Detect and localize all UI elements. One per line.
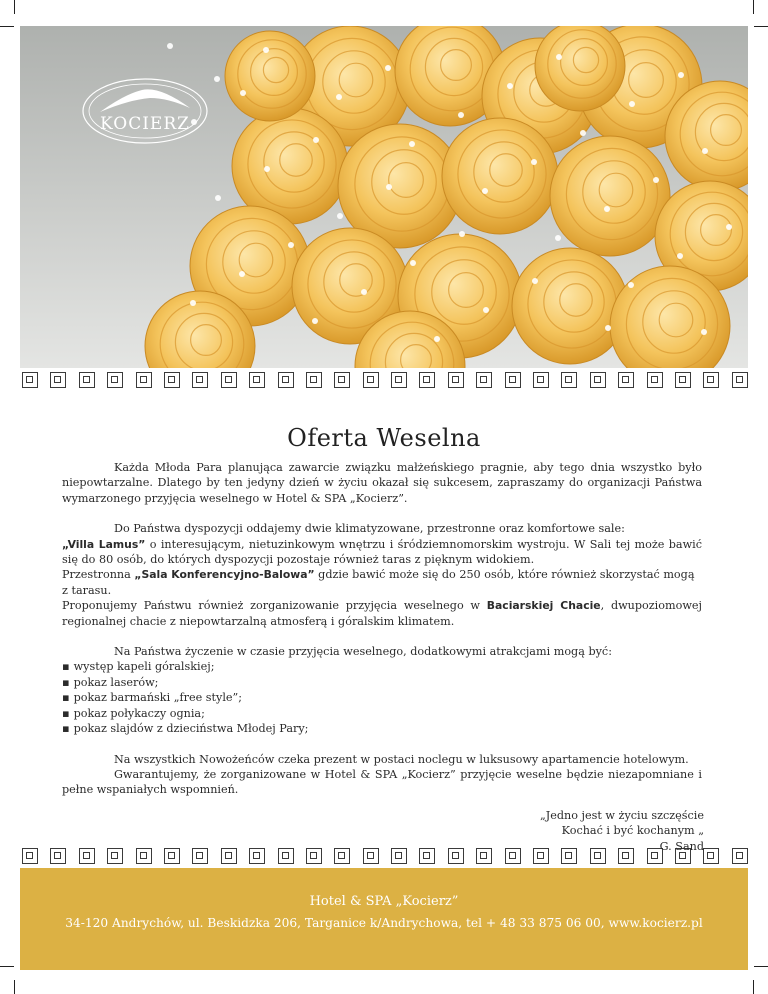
meander-square [448, 848, 464, 864]
babys-breath-flower [288, 242, 294, 248]
babys-breath-flower [240, 90, 246, 96]
halls-lead: Do Państwa dyspozycji oddajemy dwie klimatyzowane, przestronne oraz komfortowe sale: [114, 522, 625, 536]
meander-square [561, 372, 577, 388]
sala-paragraph [62, 567, 702, 598]
villa-paragraph [62, 537, 702, 568]
sala-name: „Sala Konferencyjno-Balowa” [134, 568, 315, 582]
meander-square [533, 372, 549, 388]
babys-breath-flower [313, 137, 319, 143]
meander-square [107, 848, 123, 864]
rose-shape [225, 31, 315, 121]
meander-square [164, 848, 180, 864]
meander-square [278, 848, 294, 864]
meander-square [79, 848, 95, 864]
closing-quote [540, 808, 704, 854]
guarantee-paragraph: Gwarantujemy, że zorganizowane w Hotel & SPA „Kocierz” przyjęcie weselne będzie niezapomniane i pełne wspaniałych wspomnień. [62, 767, 702, 797]
villa-text: o interesującym, nietuzinkowym wnętrzu i śródziemnomorskim wystroju. W Sali tej może bawić się do 80 osób, do których dyspozycji pozostaje również taras z pięknym widokiem. [62, 537, 702, 567]
crop-mark [753, 980, 754, 994]
meander-square [391, 848, 407, 864]
babys-breath-flower [385, 65, 391, 71]
crop-mark [14, 980, 15, 994]
babys-breath-flower [215, 195, 221, 201]
babys-breath-flower [555, 235, 561, 241]
meander-square [363, 848, 379, 864]
babys-breath-flower [532, 278, 538, 284]
meander-square [249, 848, 265, 864]
crop-mark [754, 26, 768, 27]
meander-square [391, 372, 407, 388]
babys-breath-flower [556, 54, 562, 60]
babys-breath-flower [361, 289, 367, 295]
babys-breath-flower [482, 188, 488, 194]
rose-shape [550, 136, 670, 256]
page-title: Oferta Weselna [287, 424, 481, 452]
rose-shape [512, 248, 628, 364]
babys-breath-flower [458, 112, 464, 118]
meander-square [192, 372, 208, 388]
meander-square [334, 848, 350, 864]
babys-breath-flower [726, 224, 732, 230]
babys-breath-flower [677, 253, 683, 259]
list-item: ▪ pokaz slajdów z dzieciństwa Młodej Pary; [62, 721, 702, 736]
meander-border-top [22, 370, 748, 390]
sala-prefix: Przestronna [62, 568, 135, 582]
babys-breath-flower [701, 329, 707, 335]
meander-square [50, 372, 66, 388]
crop-mark [0, 26, 14, 27]
babys-breath-flower [604, 206, 610, 212]
meander-square [136, 372, 152, 388]
meander-square [505, 848, 521, 864]
meander-square [618, 372, 634, 388]
meander-square [306, 372, 322, 388]
babys-breath-flower [264, 166, 270, 172]
chata-prefix: Proponujemy Państwu również zorganizowanie przyjęcia weselnego w [62, 599, 487, 613]
babys-breath-flower [434, 336, 440, 342]
crop-mark [754, 966, 768, 967]
babys-breath-flower [459, 231, 465, 237]
babys-breath-flower [629, 101, 635, 107]
babys-breath-flower [336, 94, 342, 100]
hero-rose-bouquet-image [20, 26, 748, 368]
rose-shape [442, 118, 558, 234]
footer-band [20, 868, 748, 970]
crop-mark [14, 0, 15, 14]
babys-breath-flower [386, 184, 392, 190]
meander-square [590, 372, 606, 388]
meander-square [476, 372, 492, 388]
babys-breath-flower [337, 213, 343, 219]
babys-breath-flower [410, 260, 416, 266]
quote-author: G. Sand [659, 839, 704, 853]
attractions-lead: Na Państwa życzenie w czasie przyjęcia weselnego, dodatkowymi atrakcjami mogą być: [114, 645, 612, 659]
meander-square [249, 372, 265, 388]
babys-breath-flower [167, 43, 173, 49]
quote-line-2: Kochać i być kochanym „ [561, 824, 704, 838]
meander-square [448, 372, 464, 388]
offer-body [62, 460, 702, 798]
meander-square [703, 848, 719, 864]
babys-breath-flower [312, 318, 318, 324]
babys-breath-flower [702, 148, 708, 154]
meander-square [647, 372, 663, 388]
sala-text: gdzie bawić może się do 250 osób, które również skorzystać mogą z tarasu. [62, 568, 695, 597]
babys-breath-flower [483, 307, 489, 313]
meander-square [476, 848, 492, 864]
babys-breath-flower [190, 300, 196, 306]
meander-square [22, 848, 38, 864]
crop-mark [0, 966, 14, 967]
meander-square [732, 372, 748, 388]
babys-breath-flower [239, 271, 245, 277]
list-item: ▪ pokaz laserów; [62, 675, 702, 690]
intro-paragraph: Każda Młoda Para planująca zawarcie związku małżeńskiego pragnie, aby tego dnia wszystko było niepowtarzalne. Dlatego by ten jedyny dzień w życiu okazał się sukcesem, zapraszamy do organizacji Państwa wymarzonego przyjęcia weselnego w Hotel & SPA „Kocierz”. [62, 461, 702, 505]
footer-address: 34-120 Andrychów, ul. Beskidzka 206, Targanice k/Andrychowa, tel + 48 33 875 06 00, www.kocierz.pl [65, 916, 703, 930]
meander-square [363, 372, 379, 388]
chata-paragraph [62, 598, 702, 629]
meander-square [419, 848, 435, 864]
babys-breath-flower [214, 76, 220, 82]
babys-breath-flower [263, 47, 269, 53]
meander-square [164, 372, 180, 388]
quote-line-1: „Jedno jest w życiu szczęście [539, 809, 704, 822]
babys-breath-flower [409, 141, 415, 147]
meander-square [505, 372, 521, 388]
babys-breath-flower [605, 325, 611, 331]
meander-square [192, 848, 208, 864]
list-item: ▪ pokaz połykaczy ognia; [62, 706, 702, 721]
meander-square [79, 372, 95, 388]
chata-name: Baciarskiej Chacie [486, 599, 601, 613]
list-item: ▪ pokaz barmański „free style”; [62, 690, 702, 705]
babys-breath-flower [653, 177, 659, 183]
meander-square [703, 372, 719, 388]
meander-square [306, 848, 322, 864]
meander-square [22, 372, 38, 388]
meander-square [136, 848, 152, 864]
footer-hotel-name: Hotel & SPA „Kocierz” [309, 894, 459, 909]
meander-square [732, 848, 748, 864]
meander-square [675, 372, 691, 388]
babys-breath-flower [531, 159, 537, 165]
villa-lamus-name: „Villa Lamus” [62, 537, 146, 551]
kocierz-logo [80, 76, 210, 146]
crop-mark [753, 0, 754, 14]
list-item: ▪ występ kapeli góralskiej; [62, 659, 702, 674]
babys-breath-flower [507, 83, 513, 89]
meander-square [419, 372, 435, 388]
meander-square [221, 372, 237, 388]
babys-breath-flower [580, 130, 586, 136]
meander-square [221, 848, 237, 864]
chata-text: , dwupoziomowej regionalnej chacie z niepowtarzalną atmosferą i góralskim klimatem. [62, 599, 702, 628]
meander-square [50, 848, 66, 864]
logo-text: KOCIERZ [100, 114, 190, 134]
meander-square [334, 372, 350, 388]
gift-paragraph: Na wszystkich Nowożeńców czeka prezent w postaci noclegu w luksusowy apartamencie hotelowym. [114, 752, 689, 766]
babys-breath-flower [678, 72, 684, 78]
meander-square [278, 372, 294, 388]
meander-square [107, 372, 123, 388]
babys-breath-flower [628, 282, 634, 288]
